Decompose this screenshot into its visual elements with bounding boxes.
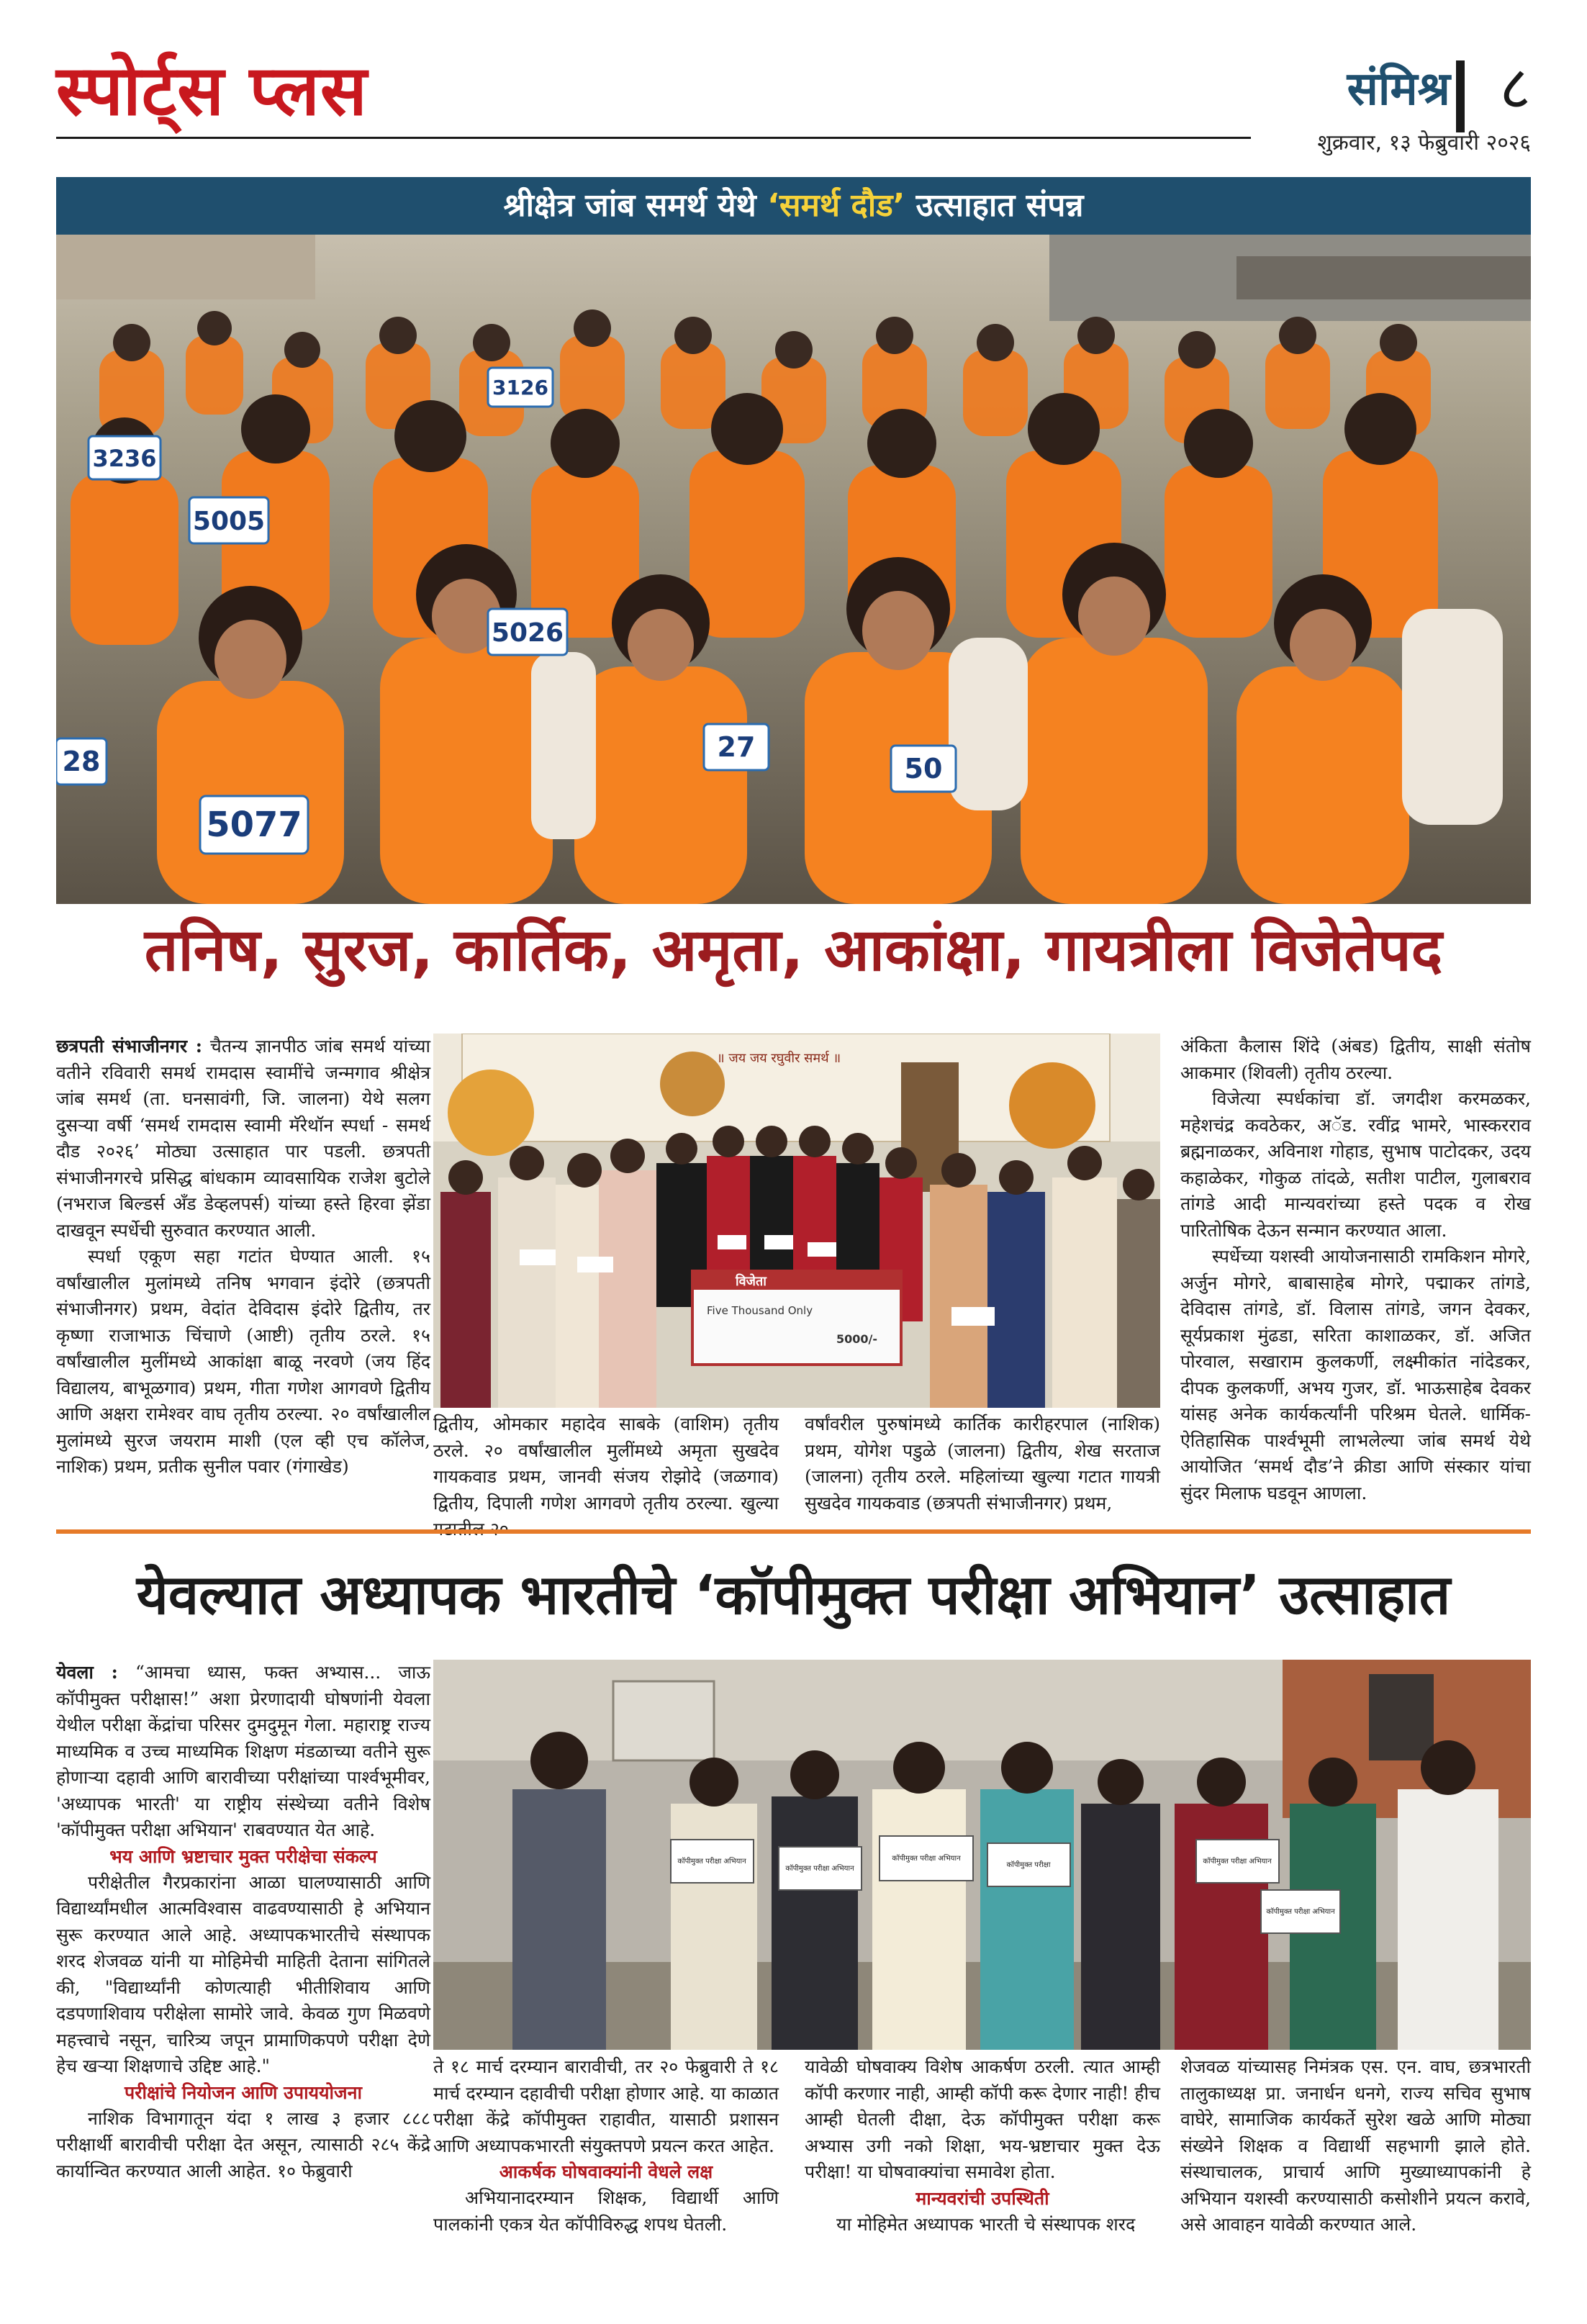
story1-para-5: अंकिता कैलास शिंदे (अंबड) द्वितीय, साक्षी संतोष आकमार (शिवली) तृतीय ठरल्या. — [1180, 1036, 1531, 1083]
story2-subhead-1: भय आणि भ्रष्टाचार मुक्त परीक्षेचा संकल्प — [109, 1845, 377, 1867]
page-number: ८ — [1499, 53, 1531, 123]
story2-para-8: शेजवळ यांच्यासह निमंत्रक एस. एन. वाघ, छत्रभारती तालुकाध्यक्ष प्रा. जनार्धन धनगे, राज्य सचिव सुभाष वाघेरे, सामाजिक कार्यकर्ते सुरेश खळे आणि मोठ्या संख्येने शिक्षक व विद्यार्थी सहभागी झाले होते. संस्थाचालक, प्राचार्य आणि मुख्याध्यापकांनी हे अभियान यशस्वी करण्यासाठी कसोशीने प्रयत्न करावे, असे आवाहन यावेळी करण्यात आले. — [1180, 2056, 1531, 2235]
bib-number: 50 — [904, 753, 943, 785]
placard-text: कॉपीमुक्त परीक्षा अभियान — [1266, 1908, 1335, 1916]
story2-para-7: या मोहिमेत अध्यापक भारती चे संस्थापक शरद — [836, 2213, 1136, 2235]
story2-para-5: अभियानादरम्यान शिक्षक, विद्यार्थी आणि पालकांनी एकत्र येत कॉपीविरुद्ध शपथ घेतली. — [433, 2187, 779, 2235]
section-divider — [1456, 60, 1465, 132]
story1-para-6: विजेत्या स्पर्धकांचा डॉ. जगदीश करमळकर, महेशचंद्र कवठेकर, अॅड. रवींद्र भामरे, भास्करराव ब्रह्मनाळकर, अविनाश गोहाड, सुभाष पाटोदकर, उदय कहाळेकर, गोकुळ तांदळे, सतीश पाटील, गुलाबराव तांगडे आदी मान्यवरांच्या हस्ते पदक व रोख पारितोषिक देऊन सन्मान करण्यात आला. — [1180, 1088, 1531, 1241]
story1-column-2 — [433, 1411, 779, 1543]
bib-number: 3236 — [92, 445, 157, 472]
cheque-label: विजेता — [736, 1274, 767, 1289]
dateline: येवला : — [56, 1662, 118, 1683]
story1-para-7: स्पर्धेच्या यशस्वी आयोजनासाठी रामकिशन मोगरे, अर्जुन मोगरे, बाबासाहेब मोगरे, पद्माकर तांगडे, देविदास तांगडे, डॉ. विलास तांगडे, जगन देवकर, सूर्यप्रकाश मुंढडा, सरिता काशाळकर, डॉ. अजित पोरवाल, सखाराम कुलकर्णी, लक्ष्मीकांत नांदेडकर, दीपक कुलकर्णी, अभय गुजर, डॉ. भाऊसाहेब देवकर यांसह अनेक कार्यकर्त्यांनी परिश्रम घेतले. धार्मिक-ऐतिहासिक पार्श्वभूमी लाभलेल्या जांब समर्थ येथे आयोजित ‘समर्थ दौड’ने क्रीडा आणि संस्कार यांचा सुंदर मिलाफ घडवून आणला. — [1180, 1246, 1531, 1504]
issue-date: शुक्रवार, १३ फेब्रुवारी २०२६ — [1317, 130, 1531, 155]
placard-text: कॉपीमुक्त परीक्षा अभियान — [1203, 1858, 1272, 1866]
story2-para-3: नाशिक विभागातून यंदा १ लाख ३ हजार ८८८ परीक्षार्थी बारावीची परीक्षा देत असून, त्यासाठी २८५ केंद्रे कार्यान्वित करण्यात आली आहेत. १० फेब्रुवारी — [56, 2107, 430, 2181]
bib-number: 5026 — [491, 618, 564, 648]
story1-headline: तनिष, सुरज, कार्तिक, अमृता, आकांक्षा, गायत्रीला विजेतेपद — [144, 916, 1443, 985]
story2-para-2: परीक्षेतील गैरप्रकारांना आळा घालण्यासाठी आणि विद्यार्थ्यांमधील आत्मविश्वास वाढवण्यासाठी हे अभियान सुरू करण्यात आले आहे. अध्यापकभारतीचे संस्थापक शरद शेजवळ यांनी या मोहिमेची माहिती देताना सांगितले की, "विद्यार्थ्यांनी कोणत्याही भीतीशिवाय आणि दडपणाशिवाय परीक्षेला सामोरे जावे. केवळ गुण मिळवणे महत्त्वाचे नसून, चारित्र्य जपून प्रामाणिकपणे परीक्षा देणे हेच खऱ्या शिक्षणाचे उद्दिष्ट आहे." — [56, 1871, 430, 2076]
dateline: छत्रपती संभाजीनगर : — [56, 1036, 202, 1057]
story2-subhead-3: आकर्षक घोषवाक्यांनी वेधले लक्ष — [499, 2161, 713, 2182]
story2-column-2 — [433, 2054, 779, 2238]
placard-text: कॉपीमुक्त परीक्षा अभियान — [677, 1858, 746, 1866]
story2-subhead-2: परीक्षांचे नियोजन आणि उपाययोजना — [125, 2081, 362, 2103]
bib-number: 28 — [62, 746, 101, 777]
story2-para-1: “आमचा ध्यास, फक्त अभ्यास... जाऊ कॉपीमुक्त परीक्षास!” अशा प्रेरणादायी घोषणांनी येवला येथील परीक्षा केंद्रांचा परिसर दुमदुमून गेला. महाराष्ट्र राज्य माध्यमिक व उच्च माध्यमिक शिक्षण मंडळाच्या वतीने सुरू होणाऱ्या दहावी आणि बारावीच्या परीक्षांच्या पार्श्वभूमीवर, 'अध्यापक भारती' या राष्ट्रीय संस्थेच्या वतीने विशेष 'कॉपीमुक्त परीक्षा अभियान' राबवण्यात येत आहे. — [56, 1662, 430, 1840]
story2-column-3 — [805, 2054, 1160, 2238]
story2-column-4 — [1180, 2054, 1531, 2238]
placard-text: कॉपीमुक्त परीक्षा — [1006, 1861, 1051, 1869]
section-name: संमिश्र — [1347, 63, 1450, 116]
story1-column-1 — [56, 1034, 430, 1480]
bib-number: 5005 — [192, 507, 266, 536]
event-banner-text: ॥ जय जय रघुवीर समर्थ ॥ — [716, 1051, 841, 1066]
story1-para-1: चैतन्य ज्ञानपीठ जांब समर्थ यांच्या वतीने रविवारी समर्थ रामदास स्वामींचे जन्मगाव श्रीक्षेत्र जांब समर्थ (ता. घनसावंगी, जि. जालना) येथे सलग दुसऱ्या वर्षी ‘समर्थ रामदास स्वामी मॅरेथॉन स्पर्धा - समर्थ दौड २०२६’ मोठ्या उत्साहात पार पडली. छत्रपती संभाजीनगरचे प्रसिद्ध बांधकाम व्यावसायिक राजेश बुटोले (नभराज बिल्डर्स अँड डेव्हलपर्स) यांच्या हस्ते हिरवा झेंडा दाखवून स्पर्धेची सुरुवात करण्यात आली. — [56, 1036, 430, 1241]
cheque-amount-words: Five Thousand Only — [707, 1304, 813, 1317]
section-divider-rule — [56, 1529, 1531, 1534]
bib-number: 5077 — [206, 805, 302, 845]
story2-para-4: ते १८ मार्च दरम्यान बारावीची, तर २० फेब्रुवारी ते १८ मार्च दरम्यान दहावीची परीक्षा होणार आहे. या काळात परीक्षा केंद्रे कॉपीमुक्त राहावीत, यासाठी प्रशासन आणि अध्यापकभारती संयुक्तपणे प्रयत्न करत आहेत. — [433, 2056, 779, 2156]
story2-column-1 — [56, 1660, 430, 2184]
banner-text-end: उत्साहात संपन्न — [905, 187, 1084, 224]
story1-banner — [56, 177, 1531, 235]
campaign-photo — [433, 1660, 1531, 2050]
cheque-amount: 5000/- — [836, 1332, 878, 1346]
story1-para-4: वर्षांवरील पुरुषांमध्ये कार्तिक कारीहरपाल (नाशिक) प्रथम, योगेश पडुळे (जालना) द्वितीय, शेख सरताज (जालना) तृतीय ठरले. महिलांच्या खुल्या गटात गायत्री सुखदेव गायकवाड (छत्रपती संभाजीनगर) प्रथम, — [805, 1414, 1160, 1514]
prize-ceremony-photo — [433, 1034, 1160, 1408]
placard-text: कॉपीमुक्त परीक्षा अभियान — [892, 1855, 961, 1863]
banner-text-start: श्रीक्षेत्र जांब समर्थ येथे — [503, 187, 768, 224]
story2-subhead-4: मान्यवरांची उपस्थिती — [915, 2187, 1049, 2209]
placard-text: कॉपीमुक्त परीक्षा अभियान — [785, 1865, 854, 1873]
story1-para-2: स्पर्धा एकूण सहा गटांत घेण्यात आली. १५ वर्षांखालील मुलांमध्ये तनिष भगवान इंदोरे (छत्रपती संभाजीनगर) प्रथम, वेदांत देविदास इंदोरे द्वितीय, तर कृष्णा राजाभाऊ चिंचाणे (आष्टी) तृतीय ठरले. १५ वर्षांखालील मुलींमध्ये आकांक्षा बाळू नरवणे (जय हिंद विद्यालय, बाभूळगाव) प्रथम, गीता गणेश आगवणे द्वितीय आणि अक्षरा रामेश्वर वाघ तृतीय ठरल्या. २० वर्षांखालील मुलांमध्ये सुरज जयराम माशी (एल व्ही एच कॉलेज, नाशिक) प्रथम, प्रतीक सुनील पवार (गंगाखेड) — [56, 1246, 430, 1477]
bib-number: 27 — [717, 731, 756, 763]
story1-para-3: द्वितीय, ओमकार महादेव साबके (वाशिम) तृतीय ठरले. २० वर्षांखालील मुलींमध्ये अमृता सुखदेव गायकवाड प्रथम, जानवी संजय रोझोदे (जळगाव) द्वितीय, दिपाली गणेश आगवणे तृतीय ठरल्या. खुल्या — [433, 1414, 779, 1514]
story1-column-3 — [805, 1411, 1160, 1516]
story2-para-6: यावेळी घोषवाक्य विशेष आकर्षण ठरली. त्यात आम्ही कॉपी करणार नाही, आम्ही कॉपी करू देणार नाही! हीच आम्ही घेतली दीक्षा, देऊ कॉपीमुक्त परीक्षा करू अभ्यास उगी नको शिक्षा, भय-भ्रष्टाचार मुक्त देऊ परीक्षा! या घोषवाक्यांचा समावेश होता. — [805, 2056, 1160, 2182]
masthead-title: स्पोर्ट्स प्लस — [56, 50, 368, 131]
masthead-rule — [56, 137, 1251, 139]
story2-headline: येवल्यात अध्यापक भारतीचे ‘कॉपीमुक्त परीक्षा अभियान’ उत्साहात — [136, 1563, 1451, 1627]
runners-photo — [56, 235, 1531, 904]
story1-column-4 — [1180, 1034, 1531, 1506]
bib-number: 3126 — [492, 376, 548, 399]
banner-highlight: ‘समर्थ दौड’ — [767, 187, 905, 224]
